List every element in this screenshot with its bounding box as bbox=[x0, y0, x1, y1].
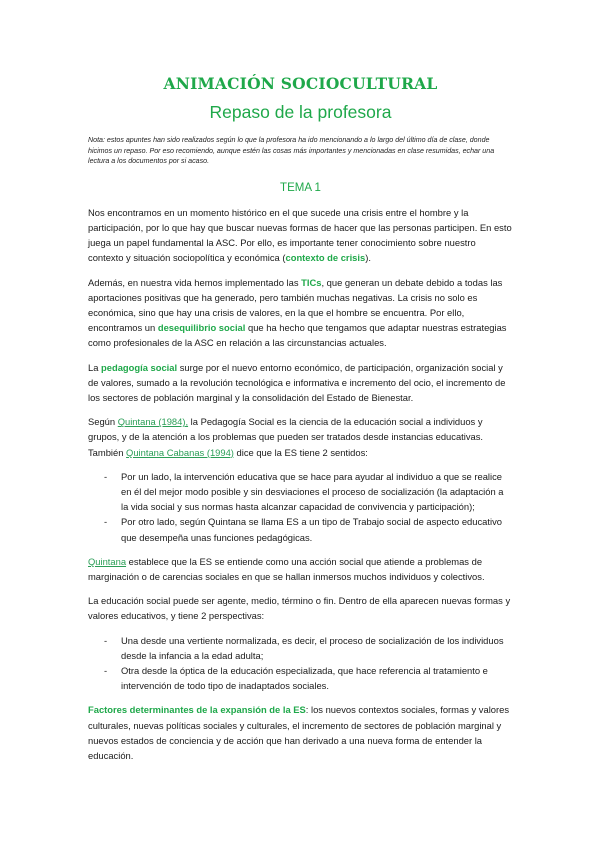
list-item-text: Por otro lado, según Quintana se llama ES a un tipo de Trabajo social de aspecto educativo que desempeña unas funciones pedagógicas. bbox=[121, 516, 502, 543]
list-dash: - bbox=[104, 665, 108, 677]
highlight-contexto-de-crisis: contexto de crisis bbox=[285, 252, 366, 264]
paragraph-6: La educación social puede ser agente, medio, término o fin. Dentro de ella aparecen nuevas formas y valores educativos, y tiene 2 perspectivas: bbox=[88, 595, 511, 622]
list-item-text: Una desde una vertiente normalizada, es decir, el proceso de socialización de los individuos desde la infancia a la edad adulta; bbox=[121, 634, 504, 661]
list-item-text: Por un lado, la intervención educativa que se hace para ayudar al individuo a que se realice en él del mejor modo posible y sin desviaciones el proceso de socialización (la adaptación a la vida social y sus normas hasta alcanzar capacidad de convivencia y participación); bbox=[121, 470, 504, 513]
paragraph-1 bbox=[88, 205, 513, 266]
paragraph-7 bbox=[88, 702, 513, 763]
highlight-desequilibrio-social: desequilibrio social bbox=[157, 322, 246, 334]
list-item bbox=[88, 469, 513, 515]
paragraph-2-text-a: Además, en nuestra vida hemos implementado las bbox=[88, 276, 302, 288]
highlight-pedagogia-social: pedagogía social bbox=[101, 361, 178, 373]
paragraph-5 bbox=[88, 554, 513, 584]
author-note: Nota: estos apuntes han sido realizados según lo que la profesora ha ido mencionando a lo largo del último día de clase, donde hicimos un repaso. Por eso recomiendo, aunque estén las cosas más importantes y mencionadas en clase resumidas, echar una lectura a los documentos por si acaso. bbox=[88, 136, 495, 166]
paragraph-4-text-a: Según bbox=[88, 416, 118, 428]
list-item bbox=[88, 514, 513, 544]
list-item bbox=[88, 633, 513, 663]
paragraph-2-text-c: que ha hecho que tengamos que adaptar nuestras estrategias como profesionales de la ASC en relación a las circunstancias actuales. bbox=[88, 322, 507, 349]
list-dash: - bbox=[104, 516, 108, 528]
paragraph-2 bbox=[88, 275, 513, 351]
paragraph-1-text: Nos encontramos en un momento histórico en el que sucede una crisis entre el hombre y la participación, por lo que hay que buscar nuevas formas de hacer que las personas participen. En esto juega un papel fundamental la ASC. Por ello, es importante tener conocimiento sobre nuestro contexto y situación sociopolítica y económica ( bbox=[88, 206, 512, 264]
highlight-factores-determinantes: Factores determinantes de la expansión de la ES bbox=[88, 704, 306, 716]
paragraph-3 bbox=[88, 360, 513, 406]
link-quintana-1984[interactable]: Quintana (1984), bbox=[117, 416, 189, 428]
list-item bbox=[88, 663, 513, 693]
highlight-tics: TICs bbox=[301, 276, 322, 288]
list-sentidos bbox=[88, 469, 513, 545]
paragraph-3-text-b: surge por el nuevo entorno económico, de participación, organización social y de valores, sumado a la revolución tecnológica e informativa e incremento del ocio, el incremento de los sectores de población marginal y la consolidación del Estado de Bienestar. bbox=[88, 361, 506, 404]
section-title: TEMA 1 bbox=[280, 181, 321, 194]
paragraph-5-text: establece que la ES se entiende como una acción social que atiende a problemas de marginación o de carencias sociales en que se hallan inmersos muchos individuos y colectivos. bbox=[88, 555, 485, 583]
document-subtitle: Repaso de la profesora bbox=[209, 102, 392, 122]
list-dash: - bbox=[104, 470, 108, 482]
paragraph-4-text-c: dice que la ES tiene 2 sentidos: bbox=[233, 446, 368, 458]
list-item-text: Otra desde la óptica de la educación especializada, que hace referencia al tratamiento e intervención de todo tipo de inadaptados sociales. bbox=[121, 665, 488, 692]
paragraph-1-end: ). bbox=[365, 252, 371, 264]
paragraph-7-text: : los nuevos contextos sociales, formas y valores culturales, nuevas políticas sociales y culturales, el incremento de sectores de población marginal y nuevos estados de conciencia y de acción que han derivado a una nueva forma de entender la educación. bbox=[88, 704, 510, 762]
list-perspectivas bbox=[88, 633, 513, 694]
paragraph-4 bbox=[88, 414, 513, 460]
link-quintana-cabanas-1994[interactable]: Quintana Cabanas (1994) bbox=[126, 446, 234, 458]
link-quintana[interactable]: Quintana bbox=[88, 555, 127, 567]
paragraph-3-text-a: La bbox=[88, 361, 102, 373]
paragraph-2-text-b: , que generan un debate debido a todas las aportaciones positivas que ha generado, pero también muchas negativas. La crisis no solo es económica, sino que hay una crisis de valores, en la que el hombre se encuentra. Por ello, encontramos un bbox=[88, 276, 503, 334]
list-dash: - bbox=[104, 634, 108, 646]
paragraph-4-text-b: la Pedagogía Social es la ciencia de la educación social a individuos y grupos, y de la atención a los problemas que pueden ser tratados desde instancias educativas. También bbox=[88, 416, 484, 458]
document-title: ANIMACIÓN SOCIOCULTURAL bbox=[163, 74, 438, 93]
